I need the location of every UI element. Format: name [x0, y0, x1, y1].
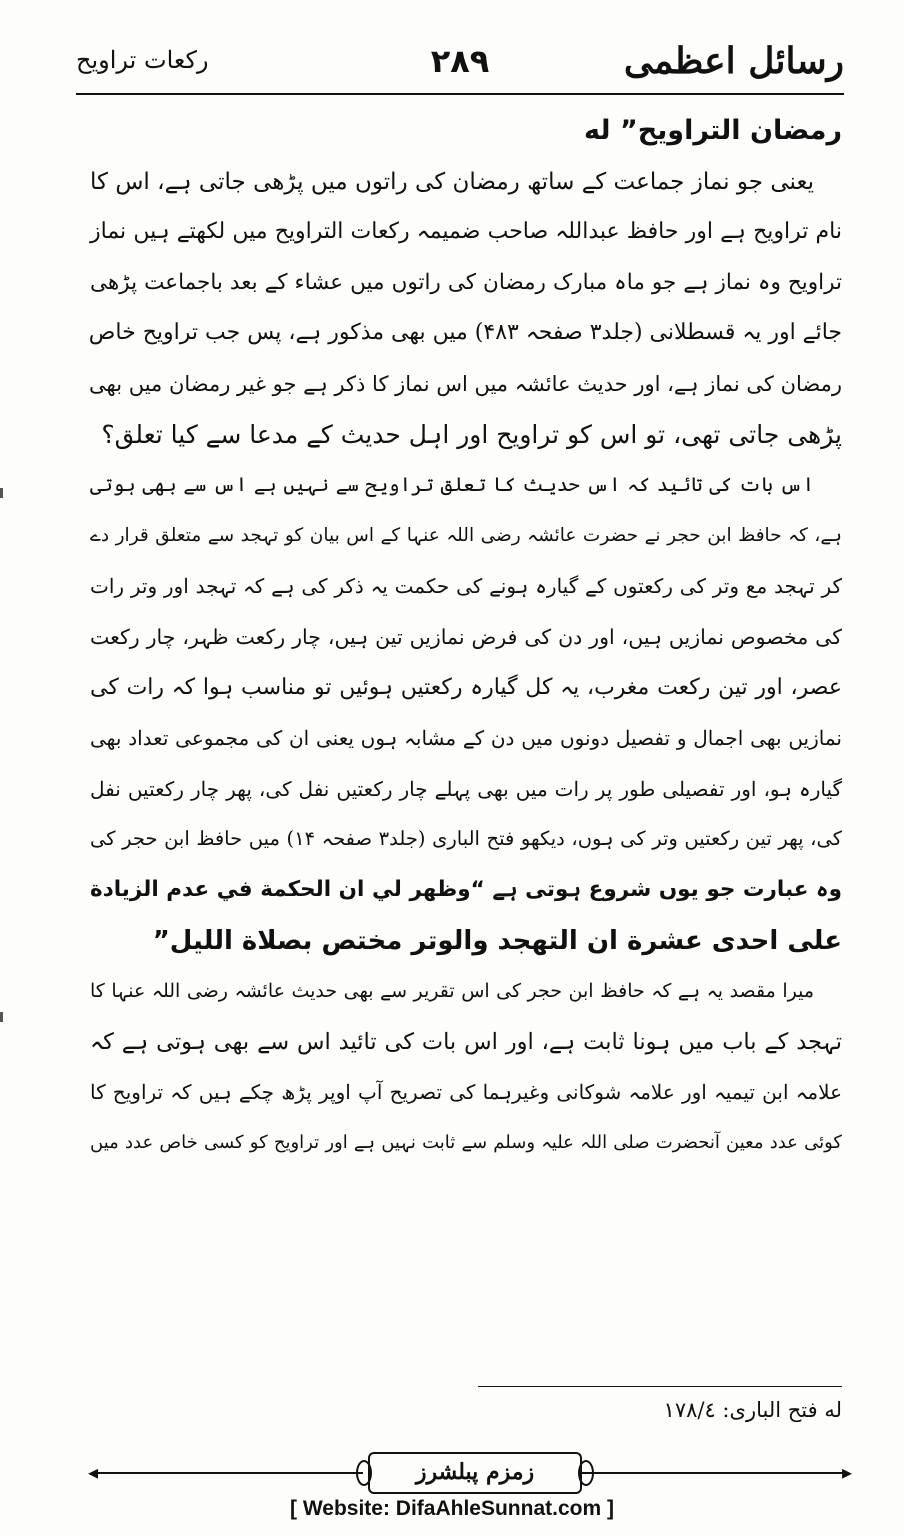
text-line: جائے اور یہ قسطلانی (جلد۳ صفحہ ۴۸۳) میں بھی مذکور ہے، پس جب تراویح خاص	[88, 320, 842, 346]
text-line: گیارہ ہو، اور تفصیلی طور پر رات میں بھی پہلے چار رکعتیں نفل کی، پھر چار رکعتیں نفل	[90, 776, 842, 801]
footer-rule-left	[95, 1472, 363, 1474]
text-line: على احدى عشرة ان التهجد والوتر مختص بصلاة الليل”	[152, 925, 842, 956]
chapter-title: رکعات تراویح	[76, 46, 209, 74]
text-line: پڑھی جاتی تھی، تو اس کو تراویح اور اہل حدیث کے مدعا سے کیا تعلق؟	[101, 419, 842, 449]
text-line: کی، پھر تین رکعتیں وتر کی ہوں، دیکھو فتح الباری (جلد۳ صفحہ ۱۴) میں حافظ ابن حجر کی	[90, 827, 842, 851]
publisher-logo: زمزم پبلشرز	[368, 1452, 582, 1494]
text-line: نمازیں بھی اجمال و تفصیل دونوں میں دن کے مشابہ ہوں یعنی ان کی مجموعی تعداد بھی	[90, 726, 842, 751]
arrow-right-icon: ▸	[842, 1460, 853, 1484]
text-line: وہ عبارت جو یوں شروع ہوتی ہے “وظهر لي ان الحكمة في عدم الزيادة	[90, 876, 842, 902]
text-line: نام تراویح ہے اور حافظ عبداللہ صاحب ضمیمہ رکعات التراویح میں لکھتے ہیں نماز	[90, 219, 842, 245]
footnote: له فتح الباری: ۱۷۸/٤	[663, 1398, 842, 1422]
website-url: [ Website: DifaAhleSunnat.com ]	[290, 1497, 614, 1520]
text-line: اس بات کی تائید کہ اس حدیث کا تعلق تراویح سے نہیں ہے اس سے بھی ہوتی	[90, 473, 814, 497]
footer-rule-right	[582, 1472, 847, 1474]
text-line: کر تہجد مع وتر کی رکعتوں کے گیارہ ہونے کی حکمت یہ ذکر کی ہے کہ تہجد اور وتر رات	[90, 574, 842, 599]
scan-edge-mark	[0, 1012, 3, 1022]
text-line: عصر، اور تین رکعت مغرب، یہ کل گیارہ رکعتیں ہوئیں تو مناسب ہوا کہ رات کی	[90, 674, 842, 700]
text-line: میرا مقصد یہ ہے کہ حافظ ابن حجر کی اس تقریر سے بھی حدیث عائشہ رضی اللہ عنہا کا	[90, 980, 814, 1003]
text-line: تہجد کے باب میں ہونا ثابت ہے، اور اس بات کی تائید اس سے بھی ہوتی ہے کہ	[90, 1028, 842, 1055]
arrow-left-icon: ◂	[88, 1460, 99, 1484]
page-header	[76, 40, 844, 90]
text-line: تراویح وہ نماز ہے جو ماہ مبارک رمضان کی راتوں میں عشاء کے بعد باجماعت پڑھی	[90, 269, 842, 295]
text-line: ہے، کہ حافظ ابن حجر نے حضرت عائشہ رضی اللہ عنہا کے اس بیان کو تہجد سے متعلق قرار دے	[90, 524, 842, 546]
text-line: علامہ ابن تیمیہ اور علامہ شوکانی وغیرہما کی تصریح آپ اوپر پڑھ چکے ہیں کہ تراویح کا	[90, 1080, 842, 1105]
text-line: یعنی جو نماز جماعت کے ساتھ رمضان کی راتوں میں پڑھی جاتی ہے، اس کا	[90, 168, 814, 195]
text-line: کوئی عدد معین آنحضرت صلی اللہ علیہ وسلم سے ثابت نہیں ہے اور تراویح کو کسی خاص عدد میں	[90, 1131, 842, 1153]
text-line: رمضان التراویح”‏ له	[584, 115, 842, 146]
text-line: کی مخصوص نمازیں ہیں، اور دن کی فرض نمازیں تین ہیں، چار رکعت ظہر، چار رکعت	[90, 624, 842, 649]
book-title: رسائل اعظمی	[623, 40, 844, 82]
text-line: رمضان کی نماز ہے، اور حدیث عائشہ میں اس نماز کا ذکر ہے جو غیر رمضان میں بھی	[89, 371, 842, 396]
body-text	[90, 106, 842, 1168]
scan-edge-mark	[0, 488, 3, 498]
page-number: ۲۸۹	[430, 42, 490, 80]
footnote-rule	[478, 1386, 842, 1387]
header-rule	[76, 93, 844, 95]
